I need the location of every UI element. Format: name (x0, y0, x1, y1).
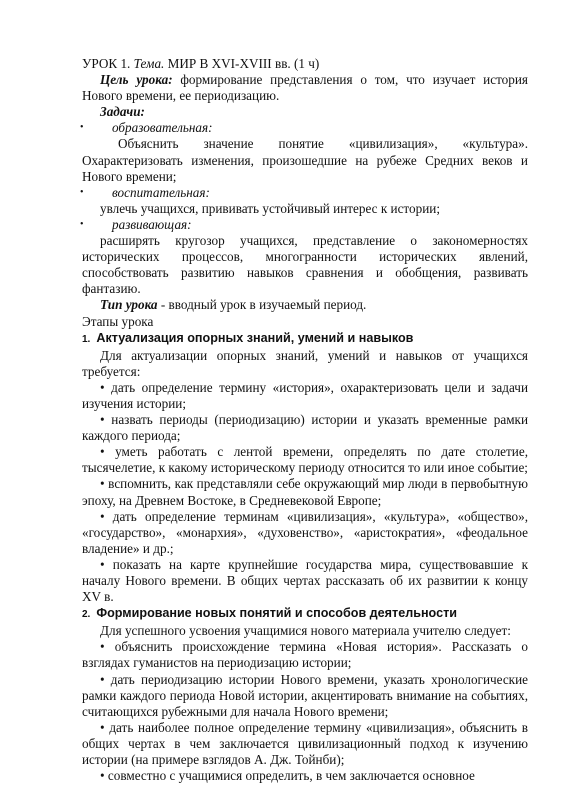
bullet-icon: • (80, 218, 84, 230)
bullet-icon: • (80, 186, 84, 198)
section-2 (82, 605, 528, 784)
goal-text: формирование представления о том, что изучает история Нового времени, ее периодизацию. (82, 72, 528, 104)
task-upbringing (82, 185, 528, 217)
lesson-goal (82, 72, 528, 104)
section-1 (82, 330, 528, 606)
stages-label: Этапы урока (82, 313, 154, 329)
list-item: • вспомнить, как представляли себе окружающий мир люди в первобытную эпоху, на Древнем Востоке, в Средневековой Европе; (82, 476, 528, 508)
list-item: • дать наиболее полное определение термину «цивилизация», объяснить в общих чертах в чем заключается цивилизационный подход к изучению истории (на примере взглядов А. Дж. Тойнби); (82, 719, 528, 768)
list-item: • дать определение терминам «цивилизация», «культура», «общество», «государство», «монархия», «духовенство», «аристократия», «феодальное владение» и др.; (82, 508, 528, 556)
list-item: • назвать периоды (периодизацию) истории и указать временные рамки каждого периода; (82, 412, 528, 444)
section-heading: 1. Актуализация опорных знаний, умений и навыков (82, 330, 414, 345)
list-item: • дать периодизацию истории Нового времени, указать хронологические рамки каждого периода Новой истории, акцентировать внимание на событиях, считающихся рубежными для начала Нового времени; (82, 671, 528, 719)
section-intro: Для успешного усвоения учащимися нового материала учителю следует: (100, 623, 511, 639)
section-heading: 2. Формирование новых понятий и способов деятельности (82, 606, 457, 621)
task-educational (82, 120, 528, 184)
task-label: развивающая: (112, 216, 192, 232)
theme-word: Тема. (133, 56, 165, 71)
goal-label: Цель урока: (100, 72, 173, 88)
task-label: образовательная: (112, 120, 213, 136)
list-item: • объяснить происхождение термина «Новая история». Рассказать о взглядах гуманистов на периодизацию истории; (82, 639, 528, 671)
tasks-heading: Задачи: (100, 104, 145, 120)
list-item: • показать на карте крупнейшие государства мира, существовавшие к началу Нового времени. В общих чертах рассказать об их развитии к концу XV в. (82, 556, 528, 605)
section-intro: Для актуализации опорных знаний, умений и навыков от учащихся требуется: (82, 347, 528, 379)
task-text: увлечь учащихся, прививать устойчивый интерес к истории; (100, 200, 440, 216)
list-item: • дать определение термину «история», охарактеризовать цели и задачи изучения истории; (82, 379, 528, 411)
list-item: • уметь работать с лентой времени, определять по дате столетие, тысячелетие, к какому историческому периоду относится то или иное событие; (82, 444, 528, 476)
task-developing (82, 217, 528, 297)
lesson-title: УРОК 1. Тема. МИР В XVI-XVIII вв. (1 ч) (82, 56, 320, 71)
task-text: Объяснить значение понятие «цивилизация», «культура». Охарактеризовать изменения, произошедшие на рубеже Средних веков и Нового времени; (82, 136, 528, 184)
document-page (82, 56, 528, 784)
type-label: Тип урока (100, 297, 158, 313)
list-item: • совместно с учащимися определить, в чем заключается основное (100, 768, 475, 784)
bullet-icon: • (80, 122, 84, 134)
lesson-type: Тип урока - вводный урок в изучаемый период. (100, 297, 367, 313)
task-text: расширять кругозор учащихся, представление о закономерностях исторических процессов, многогранности исторических явлений, способствовать развитию навыков сравнения и обобщения, развивать фантазию. (82, 233, 528, 297)
task-label: воспитательная: (112, 184, 210, 200)
